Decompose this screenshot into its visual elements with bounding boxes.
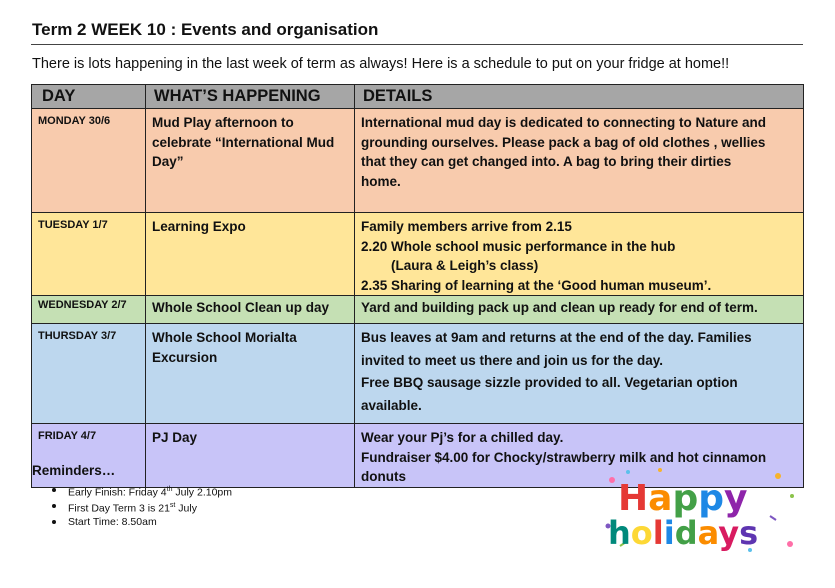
what-cell: Learning Expo xyxy=(146,213,355,296)
details-line: Family members arrive from 2.15 xyxy=(361,219,572,234)
details-line: International mud day is dedicated to connecting to Nature and xyxy=(361,115,767,130)
details-line: home. xyxy=(361,173,401,189)
day-cell: MONDAY 30/6 xyxy=(32,109,146,213)
intro-text: There is lots happening in the last week of term as always! Here is a schedule to put on your fridge at home!! xyxy=(32,56,730,72)
day-cell: TUESDAY 1/7 xyxy=(32,213,146,296)
what-cell: PJ Day xyxy=(146,424,355,488)
column-header-details: DETAILS xyxy=(355,85,804,109)
list-item: First Day Term 3 is 21st July xyxy=(52,498,232,514)
details-line: (Laura & Leigh’s class) xyxy=(391,258,539,273)
details-cell xyxy=(355,324,804,424)
what-cell: Mud Play afternoon to celebrate “International Mud Day” xyxy=(146,109,355,213)
details-line: Yard and building pack up and clean up ready for end of term. xyxy=(361,300,758,315)
what-cell: Whole School Clean up day xyxy=(146,296,355,324)
details-cell xyxy=(355,109,804,213)
details-line: Bus leaves at 9am and returns at the end of the day. Families xyxy=(361,330,752,345)
logo-line-happy: Happy xyxy=(618,478,748,519)
page-title: Term 2 WEEK 10 : Events and organisation xyxy=(32,20,379,39)
details-line: grounding ourselves. Please pack a bag of old clothes , wellies xyxy=(361,134,766,150)
details-line: invited to meet us there and join us for the day. xyxy=(361,352,664,368)
what-cell: Whole School Morialta Excursion xyxy=(146,324,355,424)
reminders-heading: Reminders… xyxy=(32,463,116,478)
details-line: 2.20 Whole school music performance in the hub xyxy=(361,238,676,254)
title-underline xyxy=(31,44,803,45)
schedule-table xyxy=(31,84,804,488)
list-item: Start Time: 8.50am xyxy=(52,514,232,530)
details-line: Fundraiser $4.00 for Chocky/strawberry milk and hot cinnamon xyxy=(361,449,767,465)
table-row xyxy=(32,296,804,324)
list-item: Early Finish: Friday 4th July 2.10pm xyxy=(52,482,232,498)
details-line: Free BBQ sausage sizzle provided to all. Vegetarian option xyxy=(361,375,738,390)
details-line: available. xyxy=(361,397,422,413)
details-cell xyxy=(355,296,804,324)
reminders-list xyxy=(52,482,232,530)
column-header-what: WHAT’S HAPPENING xyxy=(146,85,355,109)
details-line: donuts xyxy=(361,469,406,484)
details-cell xyxy=(355,213,804,296)
details-line: Wear your Pj’s for a chilled day. xyxy=(361,430,564,445)
logo-line-holidays: holidays xyxy=(608,514,759,552)
details-line: that they can get changed into. A bag to bring their dirties xyxy=(361,154,732,169)
table-row xyxy=(32,213,804,296)
happy-holidays-logo xyxy=(600,466,800,556)
table-row xyxy=(32,109,804,213)
table-header-row xyxy=(32,85,804,109)
column-header-day: DAY xyxy=(32,85,146,109)
day-cell: WEDNESDAY 2/7 xyxy=(32,296,146,324)
day-cell: FRIDAY 4/7 xyxy=(32,424,146,488)
details-line: 2.35 Sharing of learning at the ‘Good human museum’. xyxy=(361,277,712,293)
table-row xyxy=(32,324,804,424)
day-cell: THURSDAY 3/7 xyxy=(32,324,146,424)
